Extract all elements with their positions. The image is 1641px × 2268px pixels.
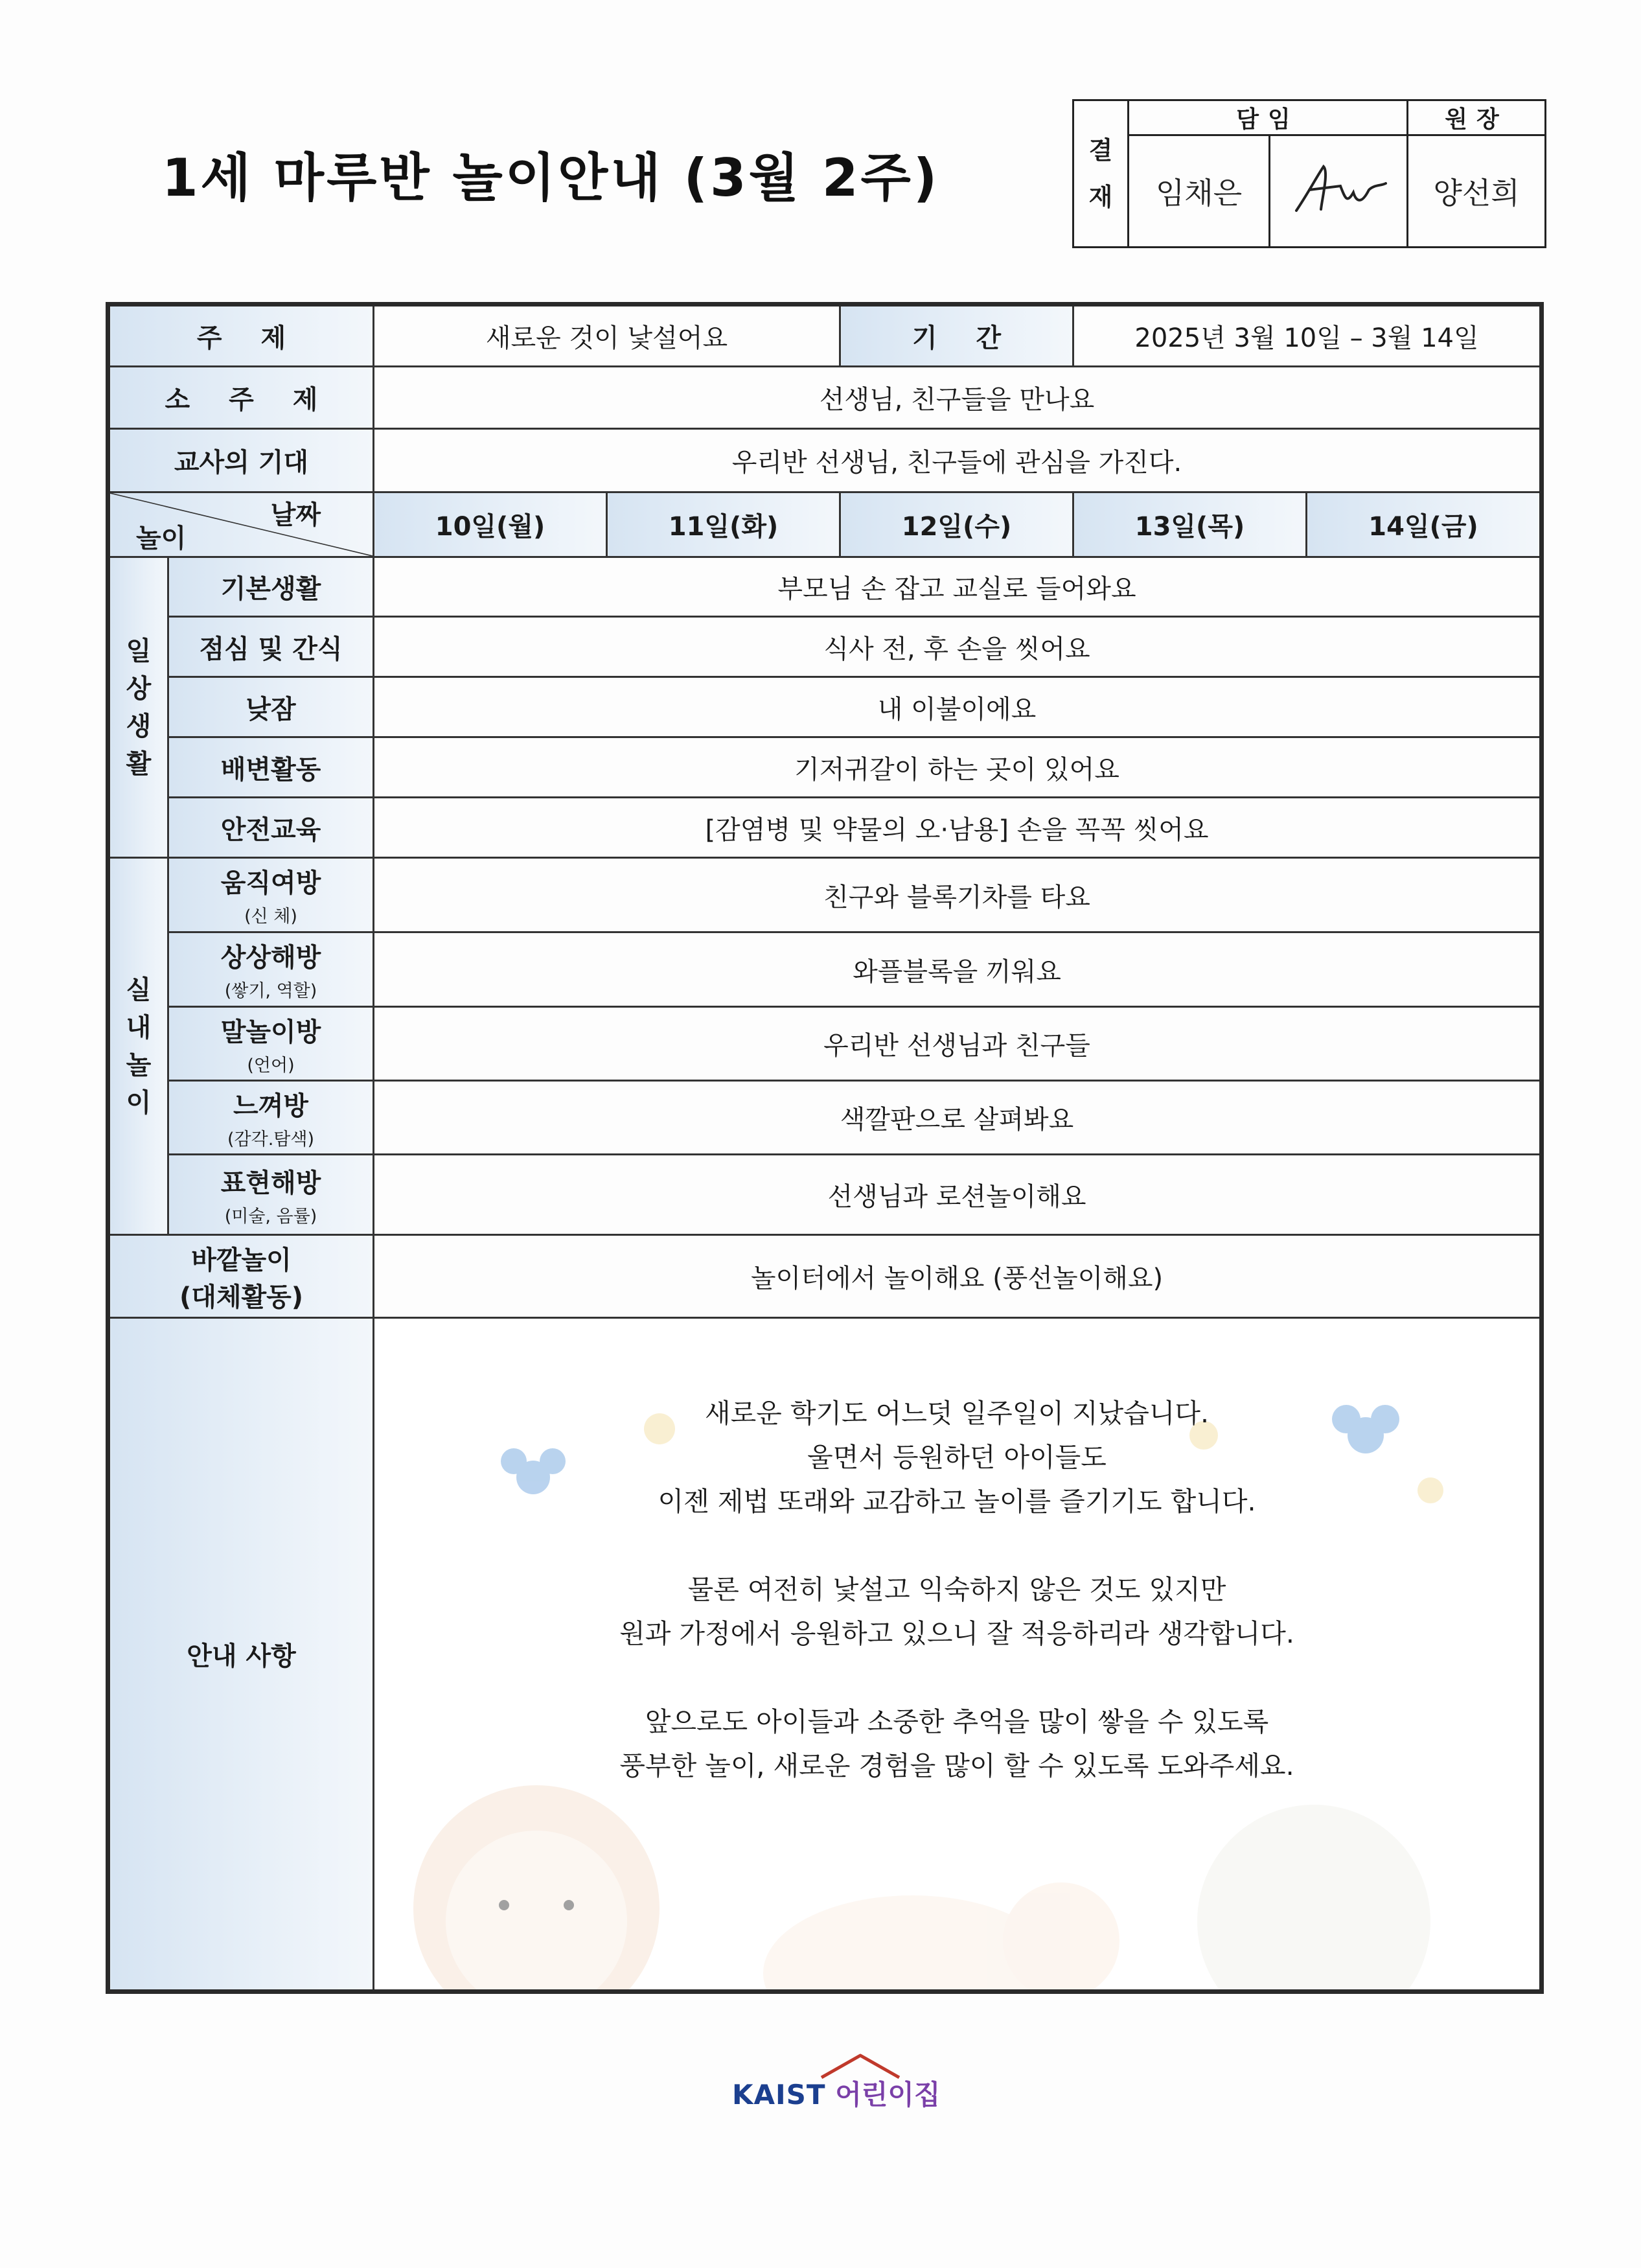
- notice-line: 울면서 등원하던 아이들도: [807, 1442, 1107, 1473]
- play-plan-table: [106, 302, 1544, 1994]
- indoor-row: [108, 1007, 1542, 1081]
- theme-row: [108, 305, 1542, 367]
- approval-box: [1072, 99, 1546, 248]
- indoor-row: [108, 1155, 1542, 1235]
- expectation-value: 우리반 선생님, 친구들에 관심을 가진다.: [374, 429, 1542, 492]
- daily-group-label: 일 상 생 활: [108, 557, 168, 858]
- theme-label: 주제: [108, 305, 374, 367]
- approval-label-bottom: 재: [1088, 183, 1113, 211]
- daily-row-label: 안전교육: [168, 798, 374, 858]
- date-row: [108, 492, 1542, 557]
- subtheme-row: [108, 367, 1542, 429]
- day-header: 12일(수): [840, 492, 1073, 557]
- daily-row: [108, 677, 1542, 737]
- daily-row: [108, 557, 1542, 617]
- daily-row-label: 점심 및 간식: [168, 617, 374, 677]
- outdoor-row: [108, 1235, 1542, 1318]
- outdoor-content: 놀이터에서 놀이해요 (풍선놀이해요): [374, 1235, 1542, 1318]
- date-label: 날짜: [270, 500, 321, 530]
- indoor-row-label: 느껴방 (감각.탐색): [168, 1081, 374, 1155]
- daily-row-label: 배변활동: [168, 737, 374, 798]
- daily-row-content: 기저귀갈이 하는 곳이 있어요: [374, 737, 1542, 798]
- indoor-row-content: 선생님과 로션놀이해요: [374, 1155, 1542, 1235]
- daily-row-content: [감염병 및 약물의 오·남용] 손을 꼭꼭 씻어요: [374, 798, 1542, 858]
- indoor-row: [108, 932, 1542, 1007]
- approval-label-top: 결: [1088, 136, 1113, 165]
- daily-row-label: 낮잠: [168, 677, 374, 737]
- kaist-logo: [732, 2074, 941, 2112]
- page-title: 1세 마루반 놀이안내 (3월 2주): [162, 148, 940, 208]
- daily-row-content: 부모님 손 잡고 교실로 들어와요: [374, 557, 1542, 617]
- day-header: 10일(월): [374, 492, 607, 557]
- subtheme-value: 선생님, 친구들을 만나요: [374, 367, 1542, 429]
- day-header: 14일(금): [1307, 492, 1542, 557]
- approval-label: [1073, 100, 1129, 248]
- approval-col-teacher: 담임: [1129, 100, 1408, 135]
- play-label: 놀이: [136, 524, 187, 553]
- outdoor-label: 바깥놀이 (대체활동): [108, 1235, 374, 1318]
- signature-teacher-2: [1270, 135, 1408, 248]
- indoor-row-content: 친구와 블록기차를 타요: [374, 858, 1542, 932]
- approval-col-director: 원장: [1408, 100, 1546, 135]
- logo-kaist: KAIST: [732, 2079, 826, 2111]
- day-header: 13일(목): [1073, 492, 1307, 557]
- period-value: 2025년 3월 10일 – 3월 14일: [1073, 305, 1542, 367]
- notice-line: 풍부한 놀이, 새로운 경험을 많이 할 수 있도록 도와주세요.: [619, 1750, 1294, 1781]
- signature-scribble-icon: [1283, 152, 1394, 224]
- expectation-label: 교사의 기대: [108, 429, 374, 492]
- indoor-row-label: 말놀이방 (언어): [168, 1007, 374, 1081]
- notice-line: 새로운 학기도 어느덧 일주일이 지났습니다.: [704, 1398, 1210, 1429]
- daily-row: [108, 798, 1542, 858]
- indoor-row-content: 우리반 선생님과 친구들: [374, 1007, 1542, 1081]
- daily-row: [108, 737, 1542, 798]
- indoor-row-content: 와플블록을 끼워요: [374, 932, 1542, 1007]
- daily-row-content: 내 이불이에요: [374, 677, 1542, 737]
- notice-text: [374, 1319, 1539, 1788]
- notice-row: [108, 1318, 1542, 1992]
- signature-teacher-1: 임채은: [1129, 135, 1270, 248]
- notice-box: [374, 1319, 1539, 1989]
- daily-row-label: 기본생활: [168, 557, 374, 617]
- indoor-row-label: 상상해방 (쌓기, 역할): [168, 932, 374, 1007]
- notice-line: 앞으로도 아이들과 소중한 추억을 많이 쌓을 수 있도록: [645, 1706, 1269, 1737]
- daily-row-content: 식사 전, 후 손을 씻어요: [374, 617, 1542, 677]
- period-label: 기간: [840, 305, 1073, 367]
- theme-value: 새로운 것이 낯설어요: [374, 305, 840, 367]
- signature-director: 양선희: [1408, 135, 1546, 248]
- expectation-row: [108, 429, 1542, 492]
- notice-cell: [374, 1318, 1542, 1992]
- notice-label: 안내 사항: [108, 1318, 374, 1992]
- notice-line: 원과 가정에서 응원하고 있으니 잘 적응하리라 생각합니다.: [619, 1618, 1294, 1649]
- date-play-header: [108, 492, 374, 557]
- indoor-row-content: 색깔판으로 살펴봐요: [374, 1081, 1542, 1155]
- subtheme-label: 소주제: [108, 367, 374, 429]
- notice-line: 물론 여전히 낯설고 익숙하지 않은 것도 있지만: [687, 1574, 1226, 1605]
- notice-line: 이젠 제법 또래와 교감하고 놀이를 즐기기도 합니다.: [658, 1486, 1256, 1517]
- indoor-row: [108, 1081, 1542, 1155]
- day-header: 11일(화): [607, 492, 840, 557]
- daily-row: [108, 617, 1542, 677]
- indoor-group-label: 실 내 놀 이: [108, 858, 168, 1235]
- indoor-row-label: 움직여방 (신 체): [168, 858, 374, 932]
- indoor-row: [108, 858, 1542, 932]
- indoor-row-label: 표현해방 (미술, 음률): [168, 1155, 374, 1235]
- logo-kindergarten: 어린이집: [835, 2079, 941, 2111]
- house-roof-icon: [815, 2052, 906, 2080]
